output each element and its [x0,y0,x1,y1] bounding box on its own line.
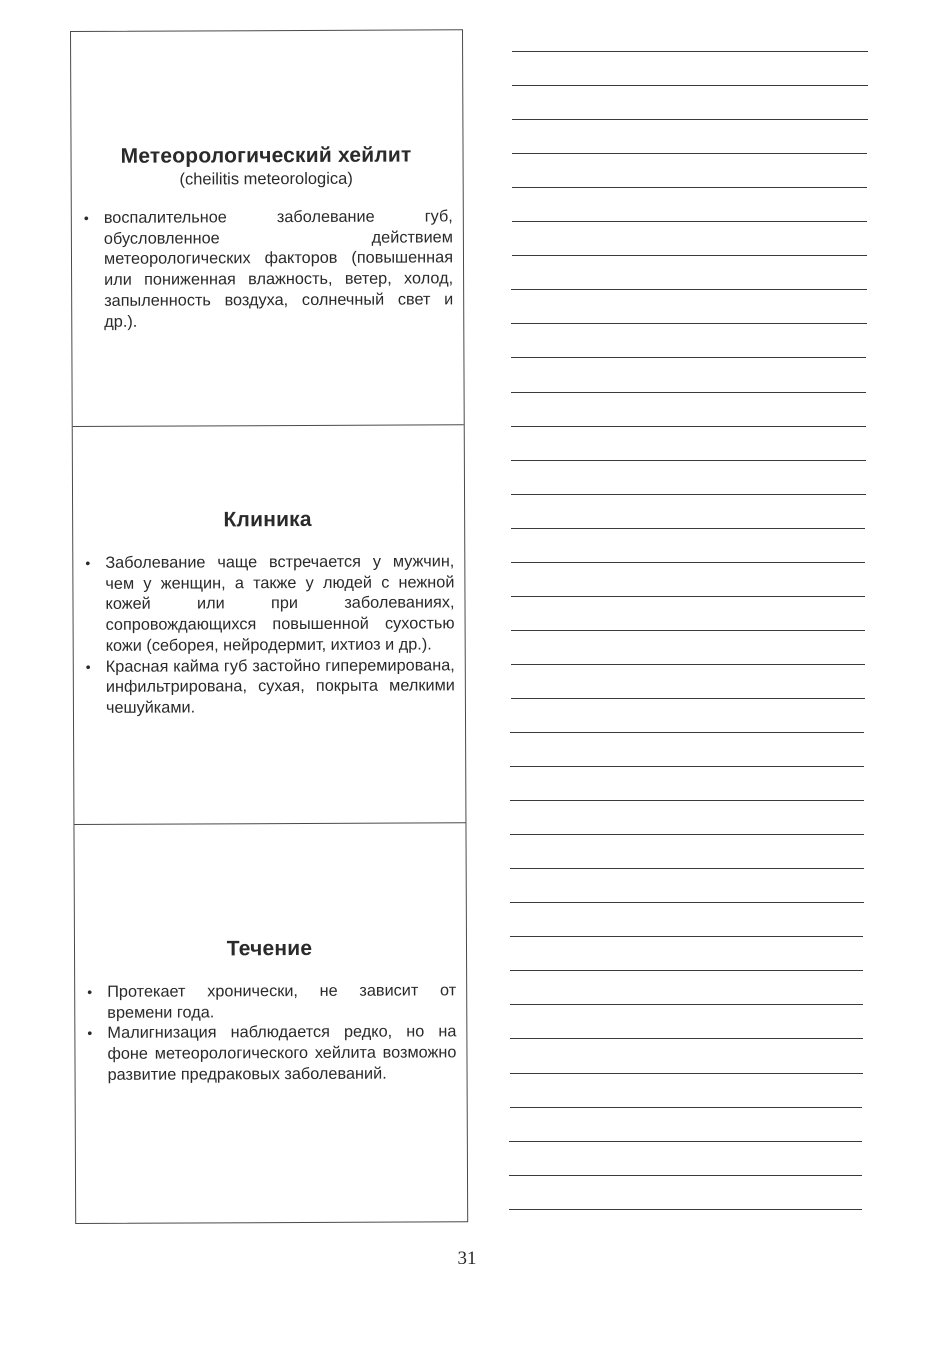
note-line [510,970,863,971]
section-divider [74,822,465,825]
card-box [70,29,468,1224]
note-line [510,834,864,835]
note-line [511,698,865,699]
note-line [510,1107,863,1108]
note-line [512,255,867,256]
section-title: Метеорологический хейлит [120,143,412,168]
note-line [512,51,868,52]
list-item: • Малигнизация наблюдается редко, но на фоне метеорологического хейлита возможно развитие предраковых заболеваний. [83,1022,456,1086]
note-line [512,221,868,222]
note-line [510,766,864,767]
section-title: Течение [226,936,313,961]
note-line [511,357,866,358]
note-line [510,936,863,937]
note-line [512,187,868,188]
page-number: 31 [457,1248,477,1269]
list-item: • воспалительное заболевание губ, обусловленное действием метеорологических факторов (повышенная или пониженная влажность, ветер, холод, запыленность воздуха, солнечный свет и др.). [80,206,454,332]
bullet-list [81,551,455,718]
note-line [510,868,864,869]
note-line [511,596,865,597]
note-line [511,528,866,529]
section-course [75,936,467,1085]
note-line [511,392,866,393]
note-line [511,664,865,665]
note-line [510,1004,863,1005]
list-item: • Красная кайма губ застойно гиперемирована, инфильтрирована, сухая, покрыта мелкими чешуйками. [82,655,455,719]
note-line [510,732,864,733]
section-clinic [73,507,465,718]
note-line [512,119,868,120]
list-item: • Заболевание чаще встречается у мужчин, чем у женщин, а также у людей с нежной кожей или при заболеваниях, сопровождающихся повышенной сухостью кожи (себорея, нейродермит, ихтиоз и др.). [81,551,454,656]
note-line [509,1175,862,1176]
section-title: Клиника [223,507,312,532]
note-line [509,1209,862,1210]
note-line [511,630,865,631]
list-item: • Протекает хронически, не зависит от времени года. [83,980,456,1023]
section-definition [71,143,463,332]
note-line [509,1141,862,1142]
note-line [510,1038,863,1039]
note-line [511,323,866,324]
note-line [511,562,866,563]
note-line [512,85,868,86]
note-line [511,289,866,290]
bullet-list [80,206,454,332]
section-subtitle: (cheilitis meteorologica) [179,169,353,189]
section-divider [73,424,464,427]
bullet-list [83,980,456,1085]
note-line [512,153,868,154]
note-lines [508,0,868,1350]
note-line [511,494,866,495]
note-line [510,800,864,801]
note-line [511,426,866,427]
note-line [510,902,864,903]
note-line [510,1073,863,1074]
note-line [511,460,866,461]
